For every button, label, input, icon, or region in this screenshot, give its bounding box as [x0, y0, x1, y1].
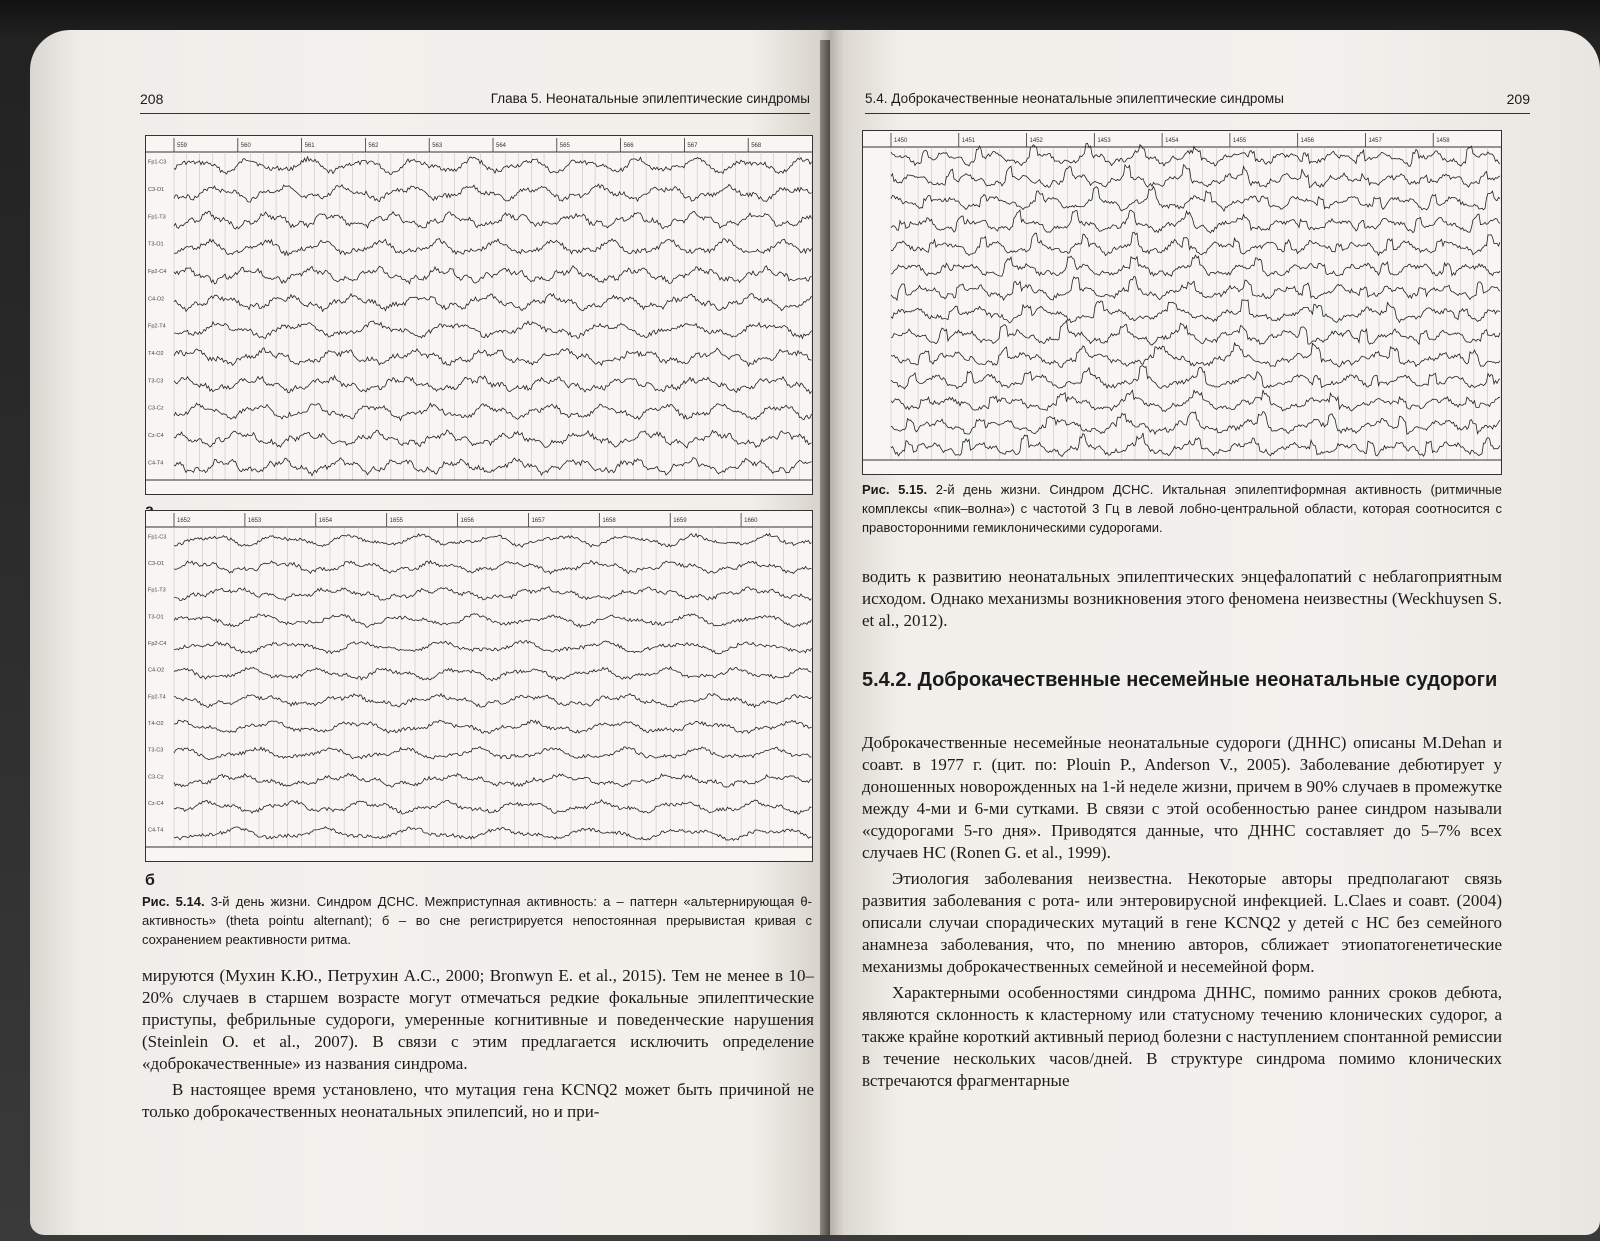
eeg-channel-trace: [891, 232, 1500, 256]
time-mark: 1450: [894, 138, 908, 144]
channel-label: C3-Cz: [148, 774, 164, 781]
channel-label: C3-O1: [148, 187, 165, 193]
channel-label: Fp1-T3: [148, 587, 166, 594]
time-mark: 1657: [531, 518, 545, 524]
time-mark: 1451: [961, 138, 976, 144]
right-running-head: [865, 88, 1530, 114]
paragraph: Доброкачественные несемейные неонатальные судороги (ДННС) описаны M.Dehan и соавт. в 1977 г. (цит. по: Plouin P., Anderson V., 2005). Заболевание дебютирует у доношенных новорожденных на 1-й неделе жизни, причем в 90% случаев в промежутке между 4-ми и 6-ми сутками. В связи с этой особенностью ранее синдром называли «судорогами 5-го дня». Приводятся данные, что ДННС составляет до 5–7% всех случаев НС (Ronen G. et al., 1999).: [862, 733, 1502, 862]
eeg-trace-ictal: [863, 131, 1501, 474]
left-body-text: [142, 965, 814, 1123]
time-mark: 566: [623, 143, 634, 149]
time-mark: 1452: [1029, 138, 1043, 144]
eeg-grid: [146, 527, 812, 847]
eeg-figure-5-14a: [145, 135, 813, 495]
time-mark: 1659: [673, 518, 687, 524]
eeg-figure-5-15: [862, 130, 1502, 475]
time-mark: 563: [432, 143, 443, 149]
eeg-channel-trace: [891, 366, 1500, 389]
eeg-channel-trace: [891, 343, 1500, 367]
right-continuation-text: [862, 566, 1502, 632]
time-mark: 1454: [1165, 138, 1179, 144]
channel-label: Fp1-C3: [148, 159, 167, 166]
time-mark: 567: [687, 143, 698, 149]
paragraph: водить к развитию неонатальных эпилептических энцефалопатий с неблагоприятным исходом. Однако механизмы возникновения этого феномена неизвестны (Weckhuysen S. et al., 2012).: [862, 567, 1502, 630]
eeg-channel-trace: [891, 187, 1500, 212]
eeg-channel-trace: [891, 210, 1500, 233]
eeg-channel-trace: [174, 827, 812, 841]
time-ruler: [146, 513, 812, 527]
left-running-head-title: Глава 5. Неонатальные эпилептические синдромы: [490, 91, 810, 106]
eeg-channel-trace: [891, 433, 1500, 457]
eeg-channel-trace: [891, 165, 1500, 188]
time-mark: 1654: [318, 518, 333, 524]
time-mark: 1653: [247, 518, 262, 524]
eeg-channel-trace: [174, 720, 812, 733]
eeg-channel-trace: [891, 255, 1500, 276]
section-heading-5-4-2: 5.4.2. Доброкачественные несемейные неонатальные судороги: [862, 669, 1498, 691]
eeg-channel-trace: [174, 694, 812, 708]
eeg-channel-trace: [174, 800, 812, 814]
right-body-text: [862, 732, 1502, 1092]
time-mark: 1655: [389, 518, 404, 524]
channel-label: C4-O2: [148, 667, 165, 674]
time-ruler: [146, 138, 812, 152]
channel-label: T3-C3: [148, 747, 164, 754]
panel-label-b: б: [145, 872, 155, 889]
caption-text: 3-й день жизни. Синдром ДСНС. Межприступная активность: а – паттерн «альтернирующая θ-активность» (theta pointu alternant); б – во сне регистрируется непостоянная прерывистая кривая с сохранением реактивности ритма.: [142, 894, 812, 947]
time-mark: 1456: [1300, 138, 1315, 144]
time-mark: 1656: [460, 518, 474, 524]
channel-label: T3-C3: [148, 378, 164, 385]
figure-caption-5-15: [862, 480, 1502, 537]
eeg-trace-panel-b: [146, 511, 812, 861]
paragraph: В настоящее время установлено, что мутация гена KCNQ2 может быть причиной не только доброкачественных неонатальных эпилепсий, но и при-: [142, 1080, 814, 1121]
channel-label: C4-O2: [148, 296, 165, 303]
eeg-trace-panel-a: [146, 136, 812, 494]
time-mark: 564: [496, 143, 507, 149]
caption-label: Рис. 5.15.: [862, 482, 928, 497]
left-running-head: [140, 88, 810, 114]
channel-label: C3-Cz: [148, 405, 164, 412]
time-mark: 562: [368, 143, 379, 149]
eeg-grid: [863, 147, 1501, 460]
left-page-number: 208: [140, 91, 164, 107]
channel-label: Fp2-T4: [148, 694, 166, 701]
time-mark: 1453: [1097, 138, 1111, 144]
eeg-channel-trace: [891, 412, 1500, 435]
time-mark: 568: [751, 143, 762, 149]
channel-label: T4-O2: [148, 351, 164, 357]
paragraph: Этиология заболевания неизвестна. Некоторые авторы предполагают связь развития заболевания с рота- или энтеровирусной инфекцией. L.Claes и соавт. (2004) описали случаи спорадических мутаций в гене KCNQ2 у детей с НС без семейного анамнеза заболевания, что, по мнению авторов, сближает этиопатогенетические механизмы доброкачественных семейной и несемейной форм.: [862, 869, 1502, 976]
time-mark: 1457: [1368, 138, 1382, 144]
channel-label: T4-O2: [148, 721, 164, 727]
right-page: [830, 30, 1600, 1235]
right-running-head-title: 5.4. Доброкачественные неонатальные эпилептические синдромы: [865, 91, 1284, 106]
time-ruler: [863, 133, 1501, 147]
channel-label: C4-T4: [148, 460, 164, 467]
time-mark: 561: [304, 143, 315, 149]
time-mark: 560: [240, 143, 251, 149]
paragraph: Характерными особенностями синдрома ДННС, помимо ранних сроков дебюта, являются склонность к кластерному или статусному течению клонических судорог, а также крайне короткий активный период болезни с наступлением спонтанной ремиссии в течение нескольких часов/дней. В структуре синдрома помимо клонических встречаются фрагментарные: [862, 983, 1502, 1090]
time-mark: 559: [177, 143, 188, 149]
channel-label: Cz-C4: [148, 433, 164, 439]
time-mark: 1658: [602, 518, 616, 524]
channel-label: T3-O1: [148, 614, 164, 621]
eeg-channel-trace: [174, 641, 812, 654]
time-mark: 1660: [744, 518, 758, 524]
channel-label: C4-T4: [148, 827, 164, 834]
eeg-channel-trace: [174, 534, 812, 548]
eeg-channel-trace: [891, 276, 1500, 300]
eeg-channel-trace: [174, 774, 812, 788]
eeg-channel-trace: [891, 390, 1500, 411]
paragraph: мируются (Мухин К.Ю., Петрухин А.С., 2000; Bronwyn E. et al., 2015). Тем не менее в 10–20% случаев в старшем возрасте могут отмечаться редкие фокальные эпилептические приступы, фебрильные судороги, умеренные когнитивные и поведенческие нарушения (Steinlein O. et al., 2007). В связи с этим предлагается исключить определение «доброкачественные» из названия синдрома.: [142, 966, 814, 1073]
time-mark: 1652: [177, 518, 191, 524]
channel-label: Fp2-T4: [148, 323, 166, 330]
channel-label: Cz-C4: [148, 801, 164, 807]
channel-label: Fp1-C3: [148, 534, 167, 541]
eeg-channel-trace: [891, 300, 1500, 323]
eeg-channel-trace: [174, 747, 812, 760]
eeg-channel-trace: [174, 667, 812, 681]
caption-text: 2-й день жизни. Синдром ДСНС. Иктальная эпилептиформная активность (ритмичные комплексы «пик–волна») с частотой 3 Гц в левой лобно-центральной области, которая соотносится с правосторонними гемиклоническими судорогами.: [862, 482, 1502, 535]
eeg-channel-trace: [174, 614, 812, 628]
time-mark: 1455: [1232, 138, 1247, 144]
channel-label: Fp1-T3: [148, 214, 166, 221]
channel-label: T3-O1: [148, 241, 164, 248]
eeg-figure-5-14b: [145, 510, 813, 862]
channel-label: C3-O1: [148, 561, 165, 567]
time-mark: 1458: [1436, 138, 1450, 144]
channel-label: Fp2-C4: [148, 641, 167, 647]
eeg-channel-trace: [174, 561, 812, 574]
time-mark: 565: [559, 143, 570, 149]
channel-label: Fp2-C4: [148, 269, 167, 275]
eeg-channel-trace: [891, 321, 1500, 346]
right-page-number: 209: [1506, 91, 1530, 107]
left-page: [30, 30, 830, 1235]
caption-label: Рис. 5.14.: [142, 894, 205, 909]
eeg-channel-trace: [174, 587, 812, 601]
figure-caption-5-14: [142, 892, 812, 949]
